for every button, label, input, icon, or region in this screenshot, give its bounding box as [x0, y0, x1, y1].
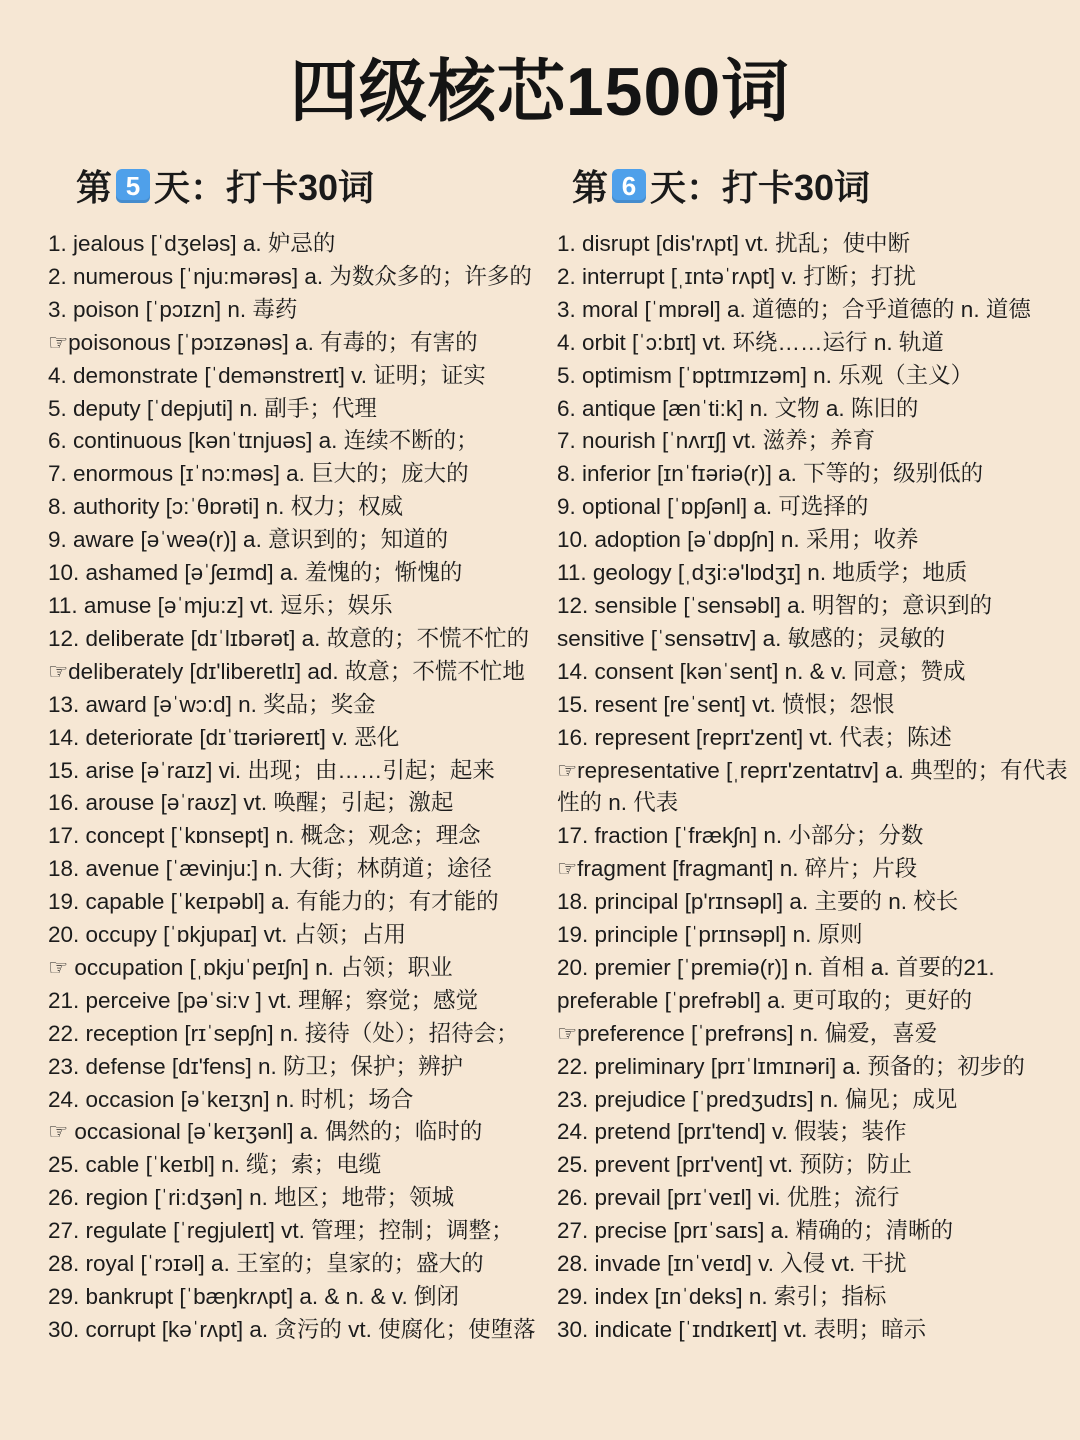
word-entry: 6. antique [ænˈti:k] n. 文物 a. 陈旧的 — [557, 395, 919, 421]
page-title: 四级核芯1500词 — [289, 54, 791, 130]
word-entry: 20. premier [ˈpremiə(r)] n. 首相 a. 首要的21. preferable [ˈprefrəbl] a. 更可取的；更好的 — [557, 954, 995, 1013]
word-entry: 30. corrupt [kəˈrʌpt] a. 贪污的 vt. 使腐化；使堕落 — [48, 1316, 536, 1342]
day-5-word-list — [48, 228, 560, 1347]
word-entry: 8. inferior [ɪnˈfɪəriə(r)] a. 下等的；级别低的 — [557, 461, 984, 487]
word-entry: 19. capable [ˈkeɪpəbl] a. 有能力的；有才能的 — [48, 889, 499, 915]
word-entry: 20. occupy [ˈɒkjupaɪ] vt. 占领；占用 — [48, 922, 407, 948]
word-entry: 14. consent [kənˈsent] n. & v. 同意；赞成 — [557, 658, 966, 684]
word-entry: 13. award [əˈwɔ:d] n. 奖品；奖金 — [48, 691, 376, 717]
word-entry: 12. sensible [ˈsensəbl] a. 明智的；意识到的 — [557, 592, 993, 618]
word-entry: ☞ occupation [ˌɒkjuˈpeɪʃn] n. 占领；职业 — [48, 954, 453, 980]
word-entry: 9. optional [ˈɒpʃənl] a. 可选择的 — [557, 494, 869, 520]
word-entry: 26. prevail [prɪˈveɪl] vi. 优胜；流行 — [557, 1185, 900, 1211]
word-entry: ☞preference [ˈprefrəns] n. 偏爱，喜爱 — [557, 1020, 938, 1046]
word-entry: 12. deliberate [dɪˈlɪbərət] a. 故意的；不慌不忙的 — [48, 625, 530, 651]
word-entry: 16. arouse [əˈraʊz] vt. 唤醒；引起；激起 — [48, 790, 454, 816]
day-number-badge: 5 — [116, 169, 150, 203]
word-entry: 16. represent [reprɪ'zent] vt. 代表；陈述 — [557, 724, 952, 750]
word-entry: 4. demonstrate [ˈdemənstreɪt] v. 证明；证实 — [48, 362, 486, 388]
word-entry: 17. concept [ˈkɒnsept] n. 概念；观念；理念 — [48, 823, 481, 849]
word-entry: 3. poison [ˈpɔɪzn] n. 毒药 — [48, 296, 298, 322]
word-entry: 11. geology [ˌdʒi:ə'lɒdʒɪ] n. 地质学；地质 — [557, 560, 968, 586]
word-entry: 18. principal [p'rɪnsəpl] a. 主要的 n. 校长 — [557, 889, 959, 915]
word-entry: 28. invade [ɪnˈveɪd] v. 入侵 vt. 干扰 — [557, 1251, 907, 1277]
word-entry: 14. deteriorate [dɪˈtɪəriəreɪt] v. 恶化 — [48, 724, 400, 750]
day-5-heading — [76, 160, 374, 211]
word-entry: 29. index [ɪnˈdeks] n. 索引；指标 — [557, 1284, 887, 1309]
day-6-heading — [572, 160, 870, 211]
word-entry: 6. continuous [kənˈtɪnjuəs] a. 连续不断的； — [48, 428, 479, 454]
word-entry: 11. amuse [əˈmju:z] vt. 逗乐；娱乐 — [48, 592, 393, 618]
word-entry: 10. adoption [əˈdɒpʃn] n. 采用；收养 — [557, 527, 919, 553]
day-prefix: 第 — [572, 167, 609, 208]
word-entry: 1. disrupt [dis'rʌpt] vt. 扰乱；使中断 — [557, 231, 911, 256]
word-entry: 2. interrupt [ˌɪntəˈrʌpt] v. 打断；打扰 — [557, 263, 916, 289]
word-entry: 23. prejudice [ˈpredʒudɪs] n. 偏见；成见 — [557, 1086, 958, 1112]
word-entry: ☞representative [ˌreprɪ'zentatɪv] a. 典型的；有代表性的 n. 代表 — [557, 757, 1068, 816]
day-suffix: 天：打卡30词 — [650, 167, 871, 208]
word-entry: 7. nourish [ˈnʌrɪʃ] vt. 滋养；养育 — [557, 428, 876, 454]
word-entry: 30. indicate [ˈɪndɪkeɪt] vt. 表明；暗示 — [557, 1316, 927, 1342]
word-entry: 21. perceive [pəˈsi:v ] vt. 理解；察觉；感觉 — [48, 987, 479, 1013]
word-entry: 18. avenue [ˈævinju:] n. 大街；林荫道；途径 — [48, 856, 492, 882]
word-entry: 8. authority [ɔ:ˈθɒrəti] n. 权力；权威 — [48, 494, 404, 520]
word-entry: 25. cable [ˈkeɪbl] n. 缆；索；电缆 — [48, 1152, 382, 1178]
day-number-badge: 6 — [612, 169, 646, 203]
word-entry: 22. preliminary [prɪˈlɪmɪnəri] a. 预备的；初步的 — [557, 1053, 1025, 1079]
word-entry: 10. ashamed [əˈʃeɪmd] a. 羞愧的；惭愧的 — [48, 560, 463, 586]
word-entry: 15. resent [reˈsent] vt. 愤恨；怨恨 — [557, 691, 895, 717]
word-entry: ☞deliberately [dɪ'liberetlɪ] ad. 故意；不慌不忙地 — [48, 658, 525, 684]
word-entry: 5. deputy [ˈdepjuti] n. 副手；代理 — [48, 395, 377, 421]
word-entry: 27. regulate [ˈregjuleɪt] vt. 管理；控制；调整； — [48, 1218, 514, 1244]
word-entry: 23. defense [dɪ'fens] n. 防卫；保护；辨护 — [48, 1053, 463, 1079]
word-entry: 5. optimism [ˈɒptɪmɪzəm] n. 乐观（主义） — [557, 362, 974, 388]
word-entry: 3. moral [ˈmɒrəl] a. 道德的；合乎道德的 n. 道德 — [557, 296, 1031, 322]
word-entry: 25. prevent [prɪ'vent] vt. 预防；防止 — [557, 1152, 912, 1178]
word-entry: 4. orbit [ˈɔ:bɪt] vt. 环绕……运行 n. 轨道 — [557, 329, 944, 355]
word-entry: 24. occasion [əˈkeɪʒn] n. 时机；场合 — [48, 1086, 414, 1112]
word-entry: ☞fragment [fragmant] n. 碎片；片段 — [557, 856, 918, 882]
word-entry: 27. precise [prɪˈsaɪs] a. 精确的；清晰的 — [557, 1218, 954, 1244]
word-entry: sensitive [ˈsensətɪv] a. 敏感的；灵敏的 — [557, 625, 946, 651]
word-entry: ☞ occasional [əˈkeɪʒənl] a. 偶然的；临时的 — [48, 1119, 483, 1145]
day-prefix: 第 — [76, 167, 113, 208]
word-entry: 29. bankrupt [ˈbæŋkrʌpt] a. & n. & v. 倒闭 — [48, 1284, 460, 1309]
day-suffix: 天：打卡30词 — [154, 167, 375, 208]
word-entry: 7. enormous [ɪˈnɔ:məs] a. 巨大的；庞大的 — [48, 461, 469, 487]
word-entry: 1. jealous [ˈdʒeləs] a. 妒忌的 — [48, 231, 336, 256]
word-entry: 22. reception [rɪˈsepʃn] n. 接待（处）；招待会； — [48, 1020, 519, 1046]
word-entry: 9. aware [əˈweə(r)] a. 意识到的；知道的 — [48, 527, 449, 553]
word-entry: 24. pretend [prɪ'tend] v. 假装；装作 — [557, 1119, 907, 1145]
word-entry: 26. region [ˈri:dʒən] n. 地区；地带；领城 — [48, 1185, 455, 1211]
word-entry: 17. fraction [ˈfrækʃn] n. 小部分；分数 — [557, 823, 924, 849]
word-entry: 28. royal [ˈrɔɪəl] a. 王室的；皇家的；盛大的 — [48, 1251, 484, 1277]
day-6-word-list — [557, 228, 1072, 1347]
word-entry: ☞poisonous [ˈpɔɪzənəs] a. 有毒的；有害的 — [48, 329, 478, 355]
word-entry: 15. arise [əˈraɪz] vi. 出现；由……引起；起来 — [48, 757, 495, 783]
word-entry: 19. principle [ˈprɪnsəpl] n. 原则 — [557, 922, 863, 948]
word-entry: 2. numerous [ˈnju:mərəs] a. 为数众多的；许多的 — [48, 263, 532, 289]
